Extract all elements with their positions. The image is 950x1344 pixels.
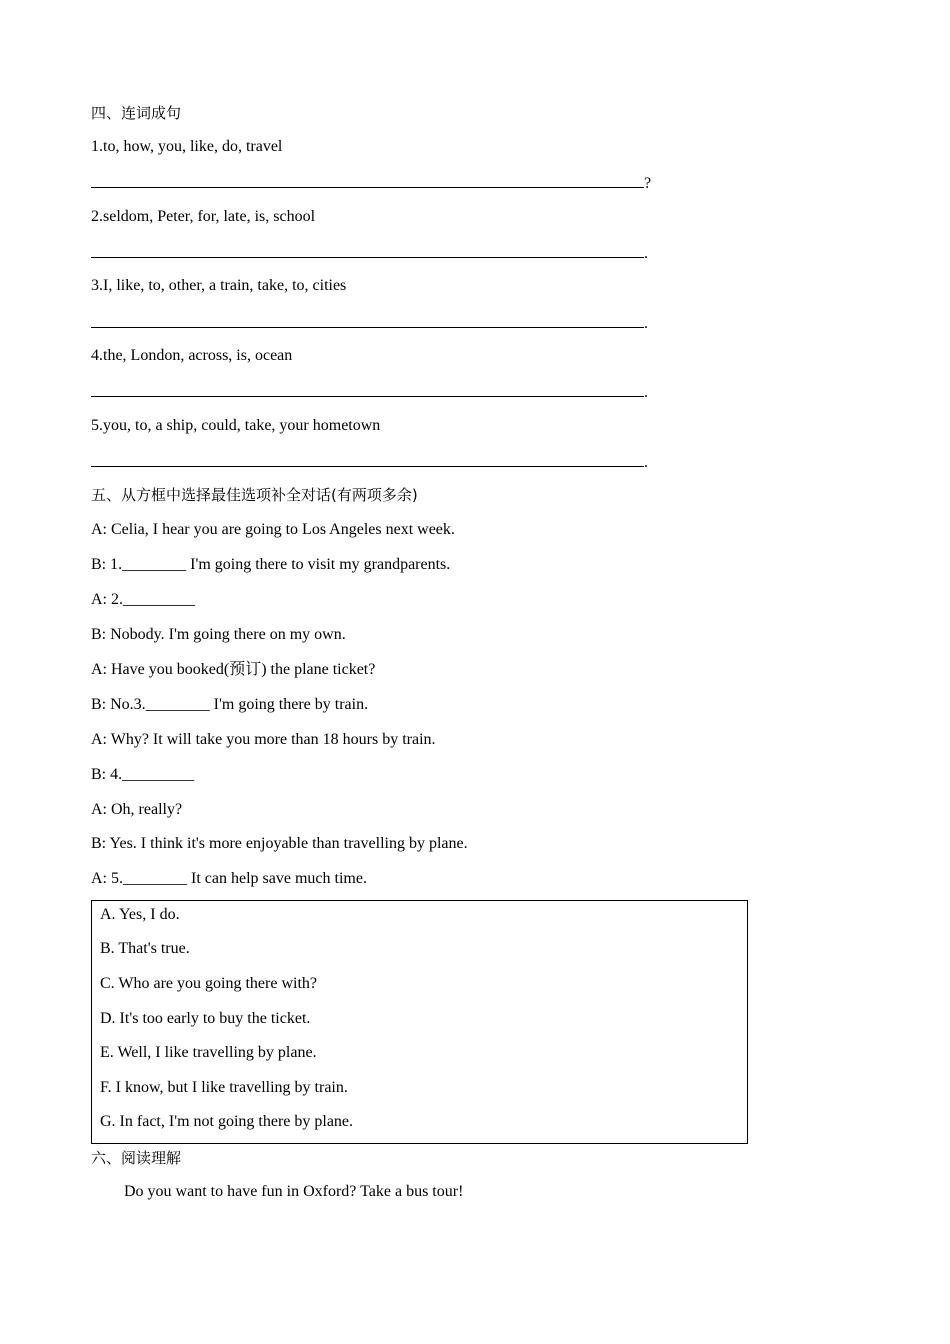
dialogue-line-7: A: Why? It will take you more than 18 hours by train. — [91, 731, 436, 748]
dialogue-line-10: B: Yes. I think it's more enjoyable than travelling by plane. — [91, 835, 468, 852]
question-1-end-punct: ? — [644, 175, 652, 192]
question-3-prompt: 3.I, like, to, other, a train, take, to, cities — [91, 277, 347, 294]
dialogue-line-11: A: 5.________ It can help save much time. — [91, 870, 367, 887]
question-2-prompt: 2.seldom, Peter, for, late, is, school — [91, 208, 316, 225]
option-a: A. Yes, I do. — [100, 906, 180, 923]
section5-heading: 五、从方框中选择最佳选项补全对话(有两项多余) — [91, 486, 418, 504]
options-box — [91, 900, 748, 1144]
dialogue-line-6: B: No.3.________ I'm going there by train. — [91, 696, 369, 713]
dialogue-line-5: A: Have you booked(预订) the plane ticket? — [91, 661, 376, 678]
option-d: D. It's too early to buy the ticket. — [100, 1010, 311, 1027]
question-4-prompt: 4.the, London, across, is, ocean — [91, 347, 293, 364]
question-1-answer-line[interactable] — [91, 171, 651, 191]
question-2-answer-line[interactable] — [91, 241, 648, 261]
dialogue-line-8: B: 4._________ — [91, 766, 195, 783]
dialogue-line-4: B: Nobody. I'm going there on my own. — [91, 626, 346, 643]
reading-intro: Do you want to have fun in Oxford? Take a bus tour! — [124, 1183, 464, 1200]
question-3-answer-line[interactable] — [91, 311, 648, 331]
question-2-end-punct: . — [644, 245, 648, 262]
section4-heading: 四、连词成句 — [91, 104, 182, 122]
dialogue-line-1: A: Celia, I hear you are going to Los Angeles next week. — [91, 521, 455, 538]
option-e: E. Well, I like travelling by plane. — [100, 1044, 317, 1061]
dialogue-line-3: A: 2._________ — [91, 591, 195, 608]
option-c: C. Who are you going there with? — [100, 975, 317, 992]
option-f: F. I know, but I like travelling by train. — [100, 1079, 348, 1096]
section6-heading: 六、阅读理解 — [91, 1149, 182, 1167]
question-1-prompt: 1.to, how, you, like, do, travel — [91, 138, 283, 155]
dialogue-line-9: A: Oh, really? — [91, 801, 183, 818]
question-3-end-punct: . — [644, 315, 648, 332]
option-b: B. That's true. — [100, 940, 190, 957]
option-g: G. In fact, I'm not going there by plane. — [100, 1113, 354, 1130]
dialogue-line-2: B: 1.________ I'm going there to visit my grandparents. — [91, 556, 451, 573]
question-4-answer-line[interactable] — [91, 380, 648, 400]
question-5-end-punct: . — [644, 454, 648, 471]
question-5-answer-line[interactable] — [91, 450, 648, 470]
question-5-prompt: 5.you, to, a ship, could, take, your hometown — [91, 417, 381, 434]
question-4-end-punct: . — [644, 384, 648, 401]
